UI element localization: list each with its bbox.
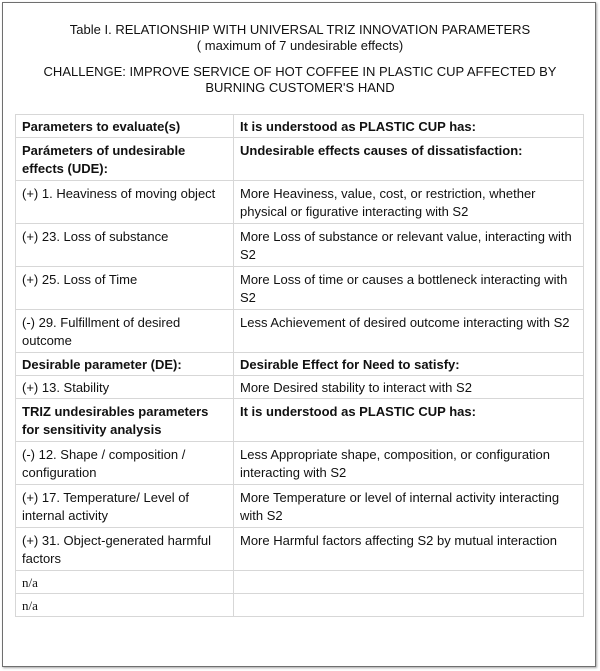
- cell-parameter: (+) 17. Temperature/ Level of internal activity: [16, 485, 234, 528]
- cell-parameter: (-) 29. Fulfillment of desired outcome: [16, 310, 234, 353]
- cell-ude-header: Parámeters of undesirable effects (UDE):: [16, 138, 234, 181]
- table-row: [16, 571, 584, 594]
- table-row: [16, 181, 584, 224]
- table-figure: [2, 2, 596, 667]
- cell-understood-header-2: It is understood as PLASTIC CUP has:: [234, 399, 584, 442]
- table-row: [16, 528, 584, 571]
- cell-parameter: (-) 12. Shape / composition / configuration: [16, 442, 234, 485]
- table-row: [16, 224, 584, 267]
- cell-parameter: (+) 23. Loss of substance: [16, 224, 234, 267]
- cell-empty: [234, 594, 584, 617]
- cell-effect: More Heaviness, value, cost, or restriction, whether physical or figurative interacting with S2: [234, 181, 584, 224]
- triz-parameters-table: [15, 114, 584, 617]
- cell-ude-causes-header: Undesirable effects causes of dissatisfaction:: [234, 138, 584, 181]
- table-row: [16, 138, 584, 181]
- cell-effect: Less Appropriate shape, composition, or configuration interacting with S2: [234, 442, 584, 485]
- cell-effect: More Harmful factors affecting S2 by mutual interaction: [234, 528, 584, 571]
- cell-na: n/a: [16, 594, 234, 617]
- challenge-line-2: BURNING CUSTOMER'S HAND: [205, 80, 395, 95]
- cell-parameter: (+) 13. Stability: [16, 376, 234, 399]
- table-row: [16, 267, 584, 310]
- table-row: [16, 399, 584, 442]
- table-row: [16, 376, 584, 399]
- cell-empty: [234, 571, 584, 594]
- challenge-line-1: CHALLENGE: IMPROVE SERVICE OF HOT COFFEE IN PLASTIC CUP AFFECTED BY: [43, 64, 557, 79]
- caption-line-1: Table I. RELATIONSHIP WITH UNIVERSAL TRIZ INNOVATION PARAMETERS: [69, 22, 531, 37]
- challenge-heading: [3, 64, 597, 96]
- table-row: [16, 442, 584, 485]
- cell-sensitivity-header: TRIZ undesirables parameters for sensitivity analysis: [16, 399, 234, 442]
- cell-parameter: (+) 25. Loss of Time: [16, 267, 234, 310]
- caption-line-2: ( maximum of 7 undesirable effects): [196, 38, 404, 53]
- table-row: [16, 115, 584, 138]
- table-row: [16, 485, 584, 528]
- cell-effect: More Desired stability to interact with S2: [234, 376, 584, 399]
- cell-effect: Less Achievement of desired outcome interacting with S2: [234, 310, 584, 353]
- cell-parameter: (+) 31. Object-generated harmful factors: [16, 528, 234, 571]
- table-caption: [3, 22, 597, 54]
- table-row: [16, 310, 584, 353]
- cell-parameters-to-evaluate: Parameters to evaluate(s): [16, 115, 234, 138]
- cell-na: n/a: [16, 571, 234, 594]
- cell-understood-header: It is understood as PLASTIC CUP has:: [234, 115, 584, 138]
- cell-de-header: Desirable parameter (DE):: [16, 353, 234, 376]
- cell-effect: More Temperature or level of internal activity interacting with S2: [234, 485, 584, 528]
- cell-effect: More Loss of time or causes a bottleneck interacting with S2: [234, 267, 584, 310]
- cell-parameter: (+) 1. Heaviness of moving object: [16, 181, 234, 224]
- cell-de-effect-header: Desirable Effect for Need to satisfy:: [234, 353, 584, 376]
- table-row: [16, 353, 584, 376]
- cell-effect: More Loss of substance or relevant value, interacting with S2: [234, 224, 584, 267]
- table-row: [16, 594, 584, 617]
